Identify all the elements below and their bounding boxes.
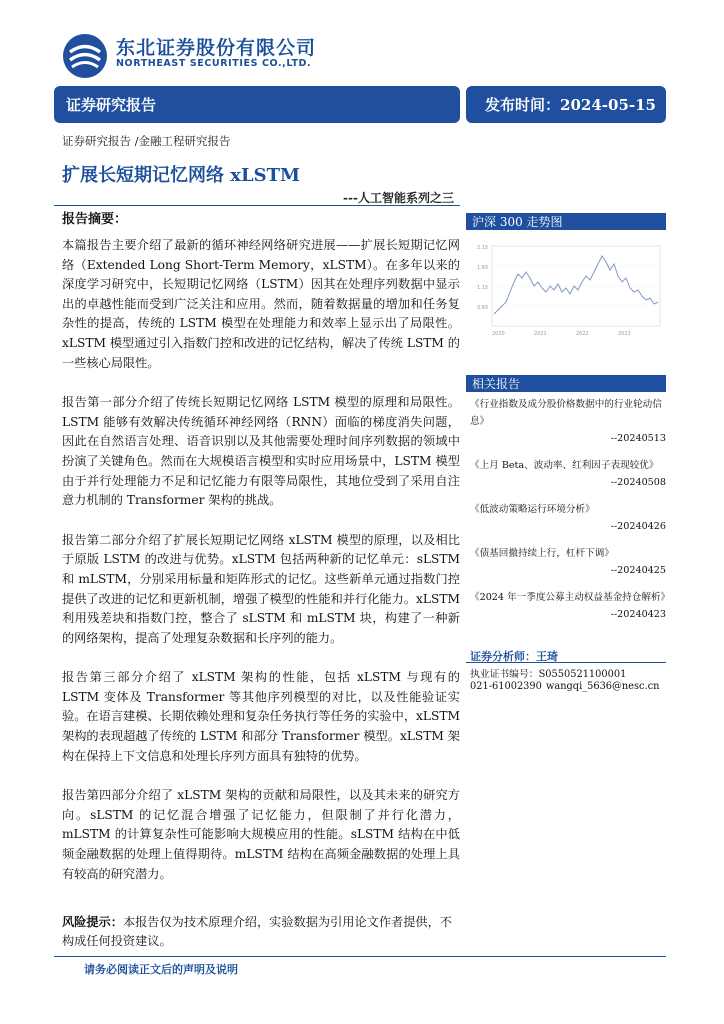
company-logo-icon — [62, 33, 108, 79]
related-reports-list — [470, 396, 671, 627]
related-report-title[interactable]: 《2024 年一季度公募主动权益基金持仓解析》 — [470, 592, 671, 603]
analyst-divider — [466, 662, 666, 663]
related-report-date: --20240513 — [610, 433, 666, 444]
related-report-date: --20240425 — [610, 565, 666, 576]
related-report-date: --20240423 — [610, 609, 666, 620]
svg-text:1.65: 1.65 — [477, 265, 489, 271]
abstract-paragraph: 报告第一部分介绍了传统长短期记忆网络 LSTM 模型的原理和局限性。LSTM 能够有效解决传统循环神经网络（RNN）面临的梯度消失问题，因此在自然语言处理、语音识别以及其他需要处理时间序列数据的领域中扮演了关键角色。然而在大规模语言模型和实时应用场景中，LSTM 模型由于并行处理能力不足和记忆能力有限等局限性，其地位受到了采用自注意力机制的 Transformer 架构的挑战。 — [62, 395, 460, 508]
abstract-paragraph: 报告第三部分介绍了 xLSTM 架构的性能，包括 xLSTM 与现有的 LSTM 变体及 Transformer 等其他序列模型的对比，以及性能验证实验。在语言建模、长期依赖处理和复杂任务执行等任务的实验中，xLSTM 架构的表现超越了传统的 LSTM 和部分 Transformer 模型。xLSTM 架构在保持上下文信息和处理长序列方面具有独特的优势。 — [62, 670, 460, 763]
related-report-title[interactable]: 《行业指数及成分股价格数据中的行业轮动信息》 — [470, 399, 662, 427]
related-report-date: --20240426 — [610, 521, 666, 532]
risk-text: 本报告仅为技术原理介绍，实验数据为引用论文作者提供，不构成任何投资建议。 — [62, 915, 452, 948]
company-name-cn: 东北证券股份有限公司 — [116, 37, 317, 59]
related-reports-heading: 相关报告 — [472, 377, 521, 391]
abstract-paragraph: 报告第四部分介绍了 xLSTM 架构的贡献和局限性，以及其未来的研究方向。sLSTM 的记忆混合增强了记忆能力，但限制了并行化潜力，mLSTM 的计算复杂性可能影响大规模应用的性能。sLSTM 结构在中低频金融数据的处理上值得期待。mLSTM 结构在高频金融数据的处理上具有较高的研究潜力。 — [62, 788, 460, 881]
abstract-paragraph: 本篇报告主要介绍了最新的循环神经网络研究进展——扩展长短期记忆网络（Extended Long Short-Term Memory，xLSTM）。在多年以来的深度学习研究中，长短期记忆网络（LSTM）因其在处理序列数据中显示出的卓越性能而受到广泛关注和应用。然而，随着数据量的增加和任务复杂性的提高，传统的 LSTM 模型在处理能力和效率上显示出了局限性。xLSTM 模型通过引入指数门控和改进的记忆结构，解决了传统 LSTM 的一些核心局限性。 — [62, 238, 460, 370]
page-subtitle: ---人工智能系列之三 — [343, 191, 454, 205]
footer-divider — [54, 956, 666, 957]
svg-text:1.15: 1.15 — [477, 285, 489, 291]
title-divider — [54, 205, 460, 206]
related-report-title[interactable]: 《债基回撤持续上行，杠杆下调》 — [470, 548, 614, 559]
svg-text:2021: 2021 — [534, 331, 547, 337]
risk-label: 风险提示： — [62, 915, 123, 929]
related-report-title[interactable]: 《低波动策略运行环境分析》 — [470, 504, 595, 515]
svg-text:2022: 2022 — [576, 331, 589, 337]
svg-text:2020: 2020 — [492, 331, 505, 337]
publish-date-banner — [466, 86, 666, 123]
risk-warning — [62, 913, 460, 951]
breadcrumb: 证券研究报告 /金融工程研究报告 — [62, 134, 231, 148]
chart-heading: 沪深 300 走势图 — [472, 215, 563, 229]
page-title: 扩展长短期记忆网络 xLSTM — [62, 165, 300, 186]
related-report-title[interactable]: 《上月 Beta、波动率、红利因子表现较优》 — [470, 460, 659, 471]
analyst-phone: 021-61002390 — [470, 681, 542, 692]
abstract-heading: 报告摘要： — [62, 212, 128, 227]
csi300-trend-chart — [476, 242, 666, 342]
svg-text:2.15: 2.15 — [477, 245, 489, 251]
analyst-license: 执业证书编号：S0550521100001 — [470, 669, 627, 680]
analyst-email[interactable]: wangqi_5636@nesc.cn — [546, 681, 660, 692]
company-name-en: NORTHEAST SECURITIES CO.,LTD. — [116, 58, 312, 69]
report-type-banner — [54, 86, 460, 123]
svg-text:2023: 2023 — [618, 331, 631, 337]
trend-line — [494, 256, 658, 314]
publish-date-label: 发布时间：2024-05-15 — [485, 96, 656, 114]
related-report-date: --20240508 — [610, 477, 666, 488]
abstract-paragraph: 报告第二部分介绍了扩展长短期记忆网络 xLSTM 模型的原理，以及相比于原版 LSTM 的改进与优势。xLSTM 包括两种新的记忆单元：sLSTM 和 mLSTM，分别采用标量和矩阵形式的记忆。这些新单元通过指数门控提供了改进的记忆和更新机制，增强了模型的性能和并行化能力。xLSTM 利用残差块和指数门控，整合了 sLSTM 和 mLSTM 块，构建了一种新的网络架构，提高了处理复杂数据和长序列的能力。 — [62, 532, 460, 645]
analyst-heading: 证券分析师：王琦 — [470, 650, 558, 663]
svg-text:0.65: 0.65 — [477, 305, 489, 311]
report-type-label: 证券研究报告 — [66, 96, 157, 114]
disclaimer: 请务必阅读正文后的声明及说明 — [84, 963, 238, 976]
abstract-body — [62, 236, 460, 904]
